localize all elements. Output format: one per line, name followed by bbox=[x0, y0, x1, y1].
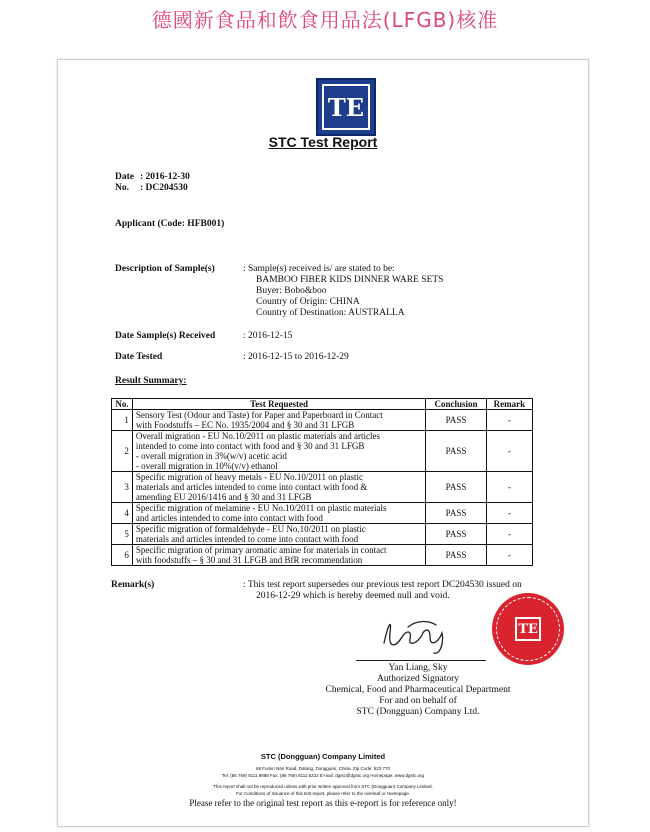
company-seal bbox=[492, 593, 564, 665]
test-line: with foodstuffs – § 30 and 31 LFGB and BfR recommendation bbox=[135, 555, 363, 565]
signatory-behalf: For and on behalf of bbox=[379, 696, 457, 706]
description-line: BAMBOO FIBER KIDS DINNER WARE SETS bbox=[256, 275, 444, 285]
result-summary-heading: Result Summary: bbox=[115, 376, 187, 386]
test-requested bbox=[132, 503, 425, 524]
test-line: Sensory Test (Odour and Taste) for Paper and Paperboard in Contact bbox=[135, 410, 383, 420]
test-line: materials and articles intended to come into contact with food bbox=[135, 534, 359, 544]
remarks-label: Remark(s) bbox=[111, 580, 155, 590]
footer-company: STC (Dongguan) Company Limited bbox=[260, 752, 386, 761]
date-received-label: Date Sample(s) Received bbox=[115, 331, 216, 341]
table-header-row bbox=[112, 399, 533, 410]
test-requested bbox=[132, 545, 425, 566]
footer-note: For Conditions of Issuance of this test report, please refer to the overleaf or Homepage. bbox=[235, 791, 411, 796]
description-line: Buyer: Bobo&boo bbox=[256, 286, 327, 296]
test-line: Specific migration of melamine - EU No.10/2011 on plastic materials bbox=[135, 503, 387, 513]
signature-line bbox=[356, 660, 486, 661]
row-number: 1 bbox=[112, 410, 133, 431]
footer-address: 68 Fumin Nan Road, Dalang, Dongguan, China. Zip Code: 523 770 bbox=[255, 766, 391, 771]
row-number: 6 bbox=[112, 545, 133, 566]
test-line: - overall migration in 3%(w/v) acetic acid bbox=[135, 451, 287, 461]
applicant: Applicant (Code: HFB001) bbox=[115, 219, 225, 229]
test-line: materials and articles intended to come into contact with food & bbox=[135, 482, 368, 492]
column-header: Test Requested bbox=[132, 399, 425, 410]
report-no-value: : DC204530 bbox=[140, 183, 188, 193]
test-line: with Foodstuffs – EC No. 1935/2004 and § 30 and 31 LFGB bbox=[135, 420, 355, 430]
seal-logo: TE bbox=[515, 617, 541, 641]
remark-cell: - bbox=[486, 524, 532, 545]
test-report-document bbox=[57, 59, 589, 827]
table-row bbox=[112, 472, 533, 503]
test-requested bbox=[132, 431, 425, 472]
row-number: 2 bbox=[112, 431, 133, 472]
footer-note: This report shall not be reproduced unless with prior written approval from STC (Dongguan) Company Limited. bbox=[213, 784, 433, 789]
conclusion-cell: PASS bbox=[426, 472, 487, 503]
row-number: 5 bbox=[112, 524, 133, 545]
date-received-value: : 2016-12-15 bbox=[243, 331, 293, 341]
date-tested-label: Date Tested bbox=[115, 352, 163, 362]
remark-cell: - bbox=[486, 472, 532, 503]
test-line: - overall migration in 10%(v/v) ethanol bbox=[135, 461, 278, 471]
test-requested bbox=[132, 472, 425, 503]
signatory-name: Yan Liang, Sky bbox=[388, 663, 448, 673]
stc-logo-mark: TE bbox=[322, 84, 370, 130]
conclusion-cell: PASS bbox=[426, 431, 487, 472]
test-line: Specific migration of formaldehyde - EU No.10/2011 on plastic bbox=[135, 524, 366, 534]
column-header: Conclusion bbox=[426, 399, 487, 410]
conclusion-cell: PASS bbox=[426, 524, 487, 545]
description-line: Country of Destination: AUSTRALLA bbox=[256, 308, 405, 318]
signatory-department: Chemical, Food and Pharmaceutical Department bbox=[325, 685, 511, 695]
table-row bbox=[112, 431, 533, 472]
description-line: : Sample(s) received is/ are stated to be: bbox=[243, 264, 395, 274]
date-label: Date bbox=[115, 172, 134, 182]
remark-cell: - bbox=[486, 545, 532, 566]
footer-contact: Tel: (86 769) 8111 9888 Fax: (86 769) 8111 6222 E-mail: dgstc@dgstc.org Homepage: www.dgstc.org bbox=[221, 773, 425, 778]
column-header: No. bbox=[112, 399, 133, 410]
column-header: Remark bbox=[486, 399, 532, 410]
conclusion-cell: PASS bbox=[426, 503, 487, 524]
footer-disclaimer: Please refer to the original test report as this e-report is for reference only! bbox=[189, 798, 457, 808]
results-table bbox=[111, 398, 533, 566]
remark-cell: - bbox=[486, 410, 532, 431]
conclusion-cell: PASS bbox=[426, 410, 487, 431]
table-row bbox=[112, 524, 533, 545]
remarks-line: 2016-12-29 which is hereby deemed null and void. bbox=[256, 591, 450, 601]
handwritten-signature bbox=[378, 613, 458, 657]
table-row bbox=[112, 503, 533, 524]
conclusion-cell: PASS bbox=[426, 545, 487, 566]
page-banner-title: 德國新食品和飲食用品法(LFGB)核准 bbox=[151, 8, 499, 32]
stc-logo bbox=[316, 78, 376, 136]
description-label: Description of Sample(s) bbox=[115, 264, 215, 274]
test-requested bbox=[132, 524, 425, 545]
signatory-company: STC (Dongguan) Company Ltd. bbox=[356, 707, 480, 717]
remarks-line: : This test report supersedes our previous test report DC204530 issued on bbox=[243, 580, 522, 590]
test-line: Specific migration of primary aromatic amine for materials in contact bbox=[135, 545, 387, 555]
test-line: and articles intended to come into contact with food bbox=[135, 513, 323, 523]
table-row bbox=[112, 545, 533, 566]
report-no-label: No. bbox=[115, 183, 129, 193]
signatory-role: Authorized Signatory bbox=[376, 674, 460, 684]
test-line: Overall migration - EU No.10/2011 on plastic materials and articles bbox=[135, 431, 381, 441]
table-row bbox=[112, 410, 533, 431]
remark-cell: - bbox=[486, 431, 532, 472]
seal-ring bbox=[496, 597, 560, 661]
description-line: Country of Origin: CHINA bbox=[256, 297, 360, 307]
row-number: 4 bbox=[112, 503, 133, 524]
row-number: 3 bbox=[112, 472, 133, 503]
remark-cell: - bbox=[486, 503, 532, 524]
test-line: amending EU 2016/1416 and § 30 and 31 LFGB bbox=[135, 492, 312, 502]
date-value: : 2016-12-30 bbox=[140, 172, 190, 182]
test-line: Specific migration of heavy metals - EU No.10/2011 on plastic bbox=[135, 472, 364, 482]
test-requested bbox=[132, 410, 425, 431]
date-tested-value: : 2016-12-15 to 2016-12-29 bbox=[243, 352, 349, 362]
test-line: intended to come into contact with food and § 30 and 31 LFGB bbox=[135, 441, 365, 451]
report-title: STC Test Report bbox=[268, 134, 378, 150]
